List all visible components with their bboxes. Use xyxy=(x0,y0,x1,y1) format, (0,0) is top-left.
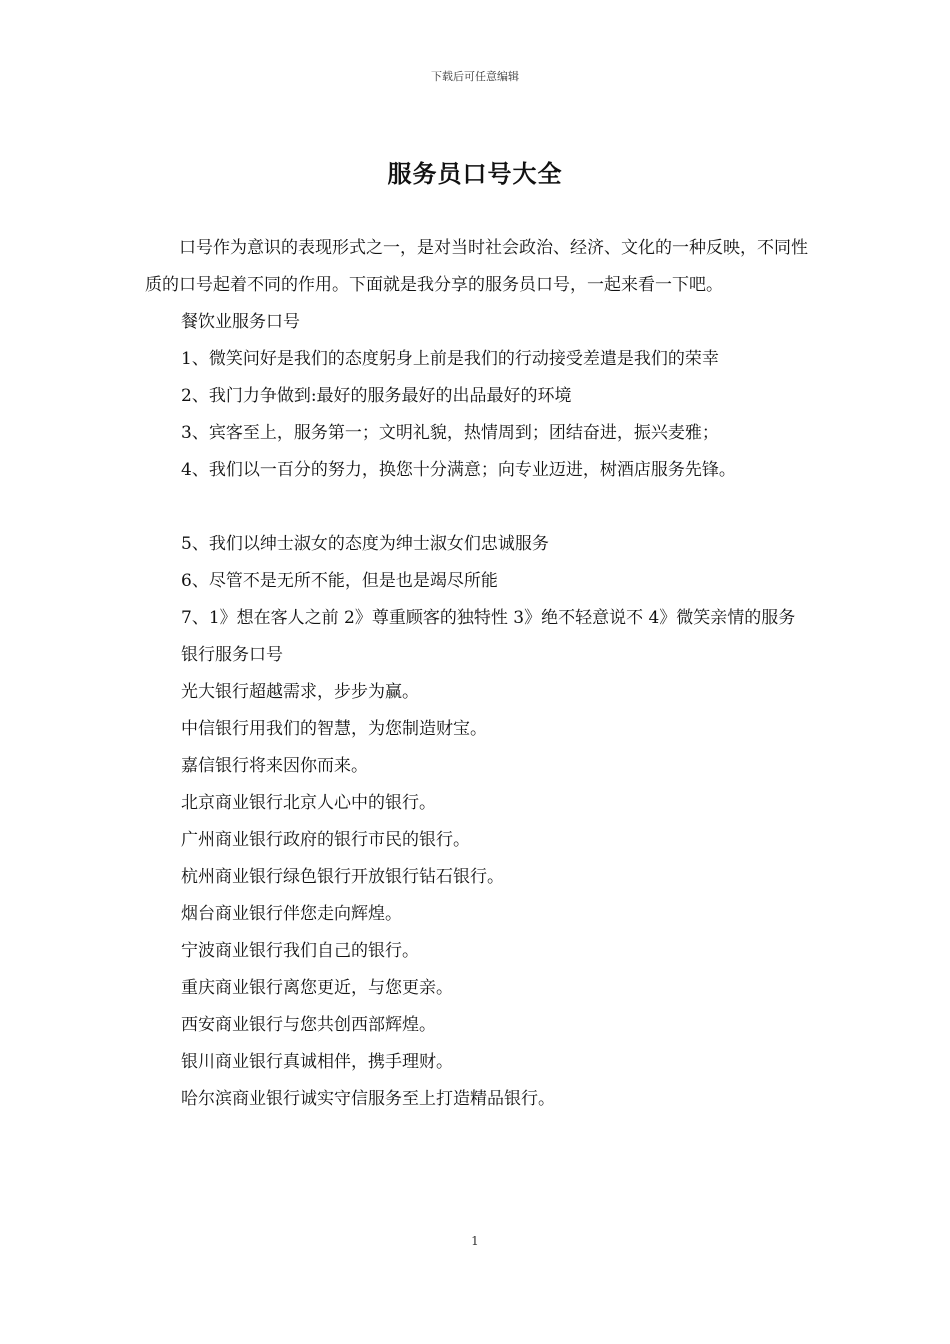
list-item: 7、1》想在客人之前 2》尊重顾客的独特性 3》绝不轻意说不 4》微笑亲情的服务 xyxy=(181,608,796,628)
section-heading-food: 餐饮业服务口号 xyxy=(181,312,300,332)
list-item: 银川商业银行真诚相伴，携手理财。 xyxy=(181,1052,453,1072)
page-number: 1 xyxy=(471,1234,479,1248)
list-item: 哈尔滨商业银行诚实守信服务至上打造精品银行。 xyxy=(181,1089,555,1109)
list-item: 宁波商业银行我们自己的银行。 xyxy=(181,941,419,961)
document-title: 服务员口号大全 xyxy=(387,159,563,188)
list-item: 嘉信银行将来因你而来。 xyxy=(181,756,368,776)
list-item: 重庆商业银行离您更近，与您更亲。 xyxy=(181,978,453,998)
list-item: 西安商业银行与您共创西部辉煌。 xyxy=(181,1015,436,1035)
list-item: 中信银行用我们的智慧，为您制造财宝。 xyxy=(181,719,487,739)
list-item: 2、我门力争做到:最好的服务最好的出品最好的环境 xyxy=(181,386,572,406)
list-item: 6、尽管不是无所不能，但是也是竭尽所能 xyxy=(181,571,498,591)
list-item: 5、我们以绅士淑女的态度为绅士淑女们忠诚服务 xyxy=(181,534,549,554)
section-heading-bank: 银行服务口号 xyxy=(181,645,283,665)
list-item: 烟台商业银行伴您走向辉煌。 xyxy=(181,904,402,924)
header-note: 下载后可任意编辑 xyxy=(431,70,519,83)
list-item: 光大银行超越需求，步步为赢。 xyxy=(181,682,419,702)
list-item: 杭州商业银行绿色银行开放银行钻石银行。 xyxy=(181,867,504,887)
blank-line xyxy=(145,489,810,526)
list-item: 北京商业银行北京人心中的银行。 xyxy=(181,793,436,813)
list-item: 1、微笑问好是我们的态度躬身上前是我们的行动接受差遣是我们的荣幸 xyxy=(181,349,719,369)
intro-paragraph: 口号作为意识的表现形式之一，是对当时社会政治、经济、文化的一种反映，不同性质的口号起着不同的作用。下面就是我分享的服务员口号，一起来看一下吧。 xyxy=(145,238,808,295)
list-item: 广州商业银行政府的银行市民的银行。 xyxy=(181,830,470,850)
list-item: 4、我们以一百分的努力，换您十分满意；向专业迈进，树酒店服务先锋。 xyxy=(181,460,736,480)
list-item: 3、宾客至上，服务第一；文明礼貌，热情周到；团结奋进，振兴麦雅； xyxy=(181,423,719,443)
document-body xyxy=(145,230,810,1118)
